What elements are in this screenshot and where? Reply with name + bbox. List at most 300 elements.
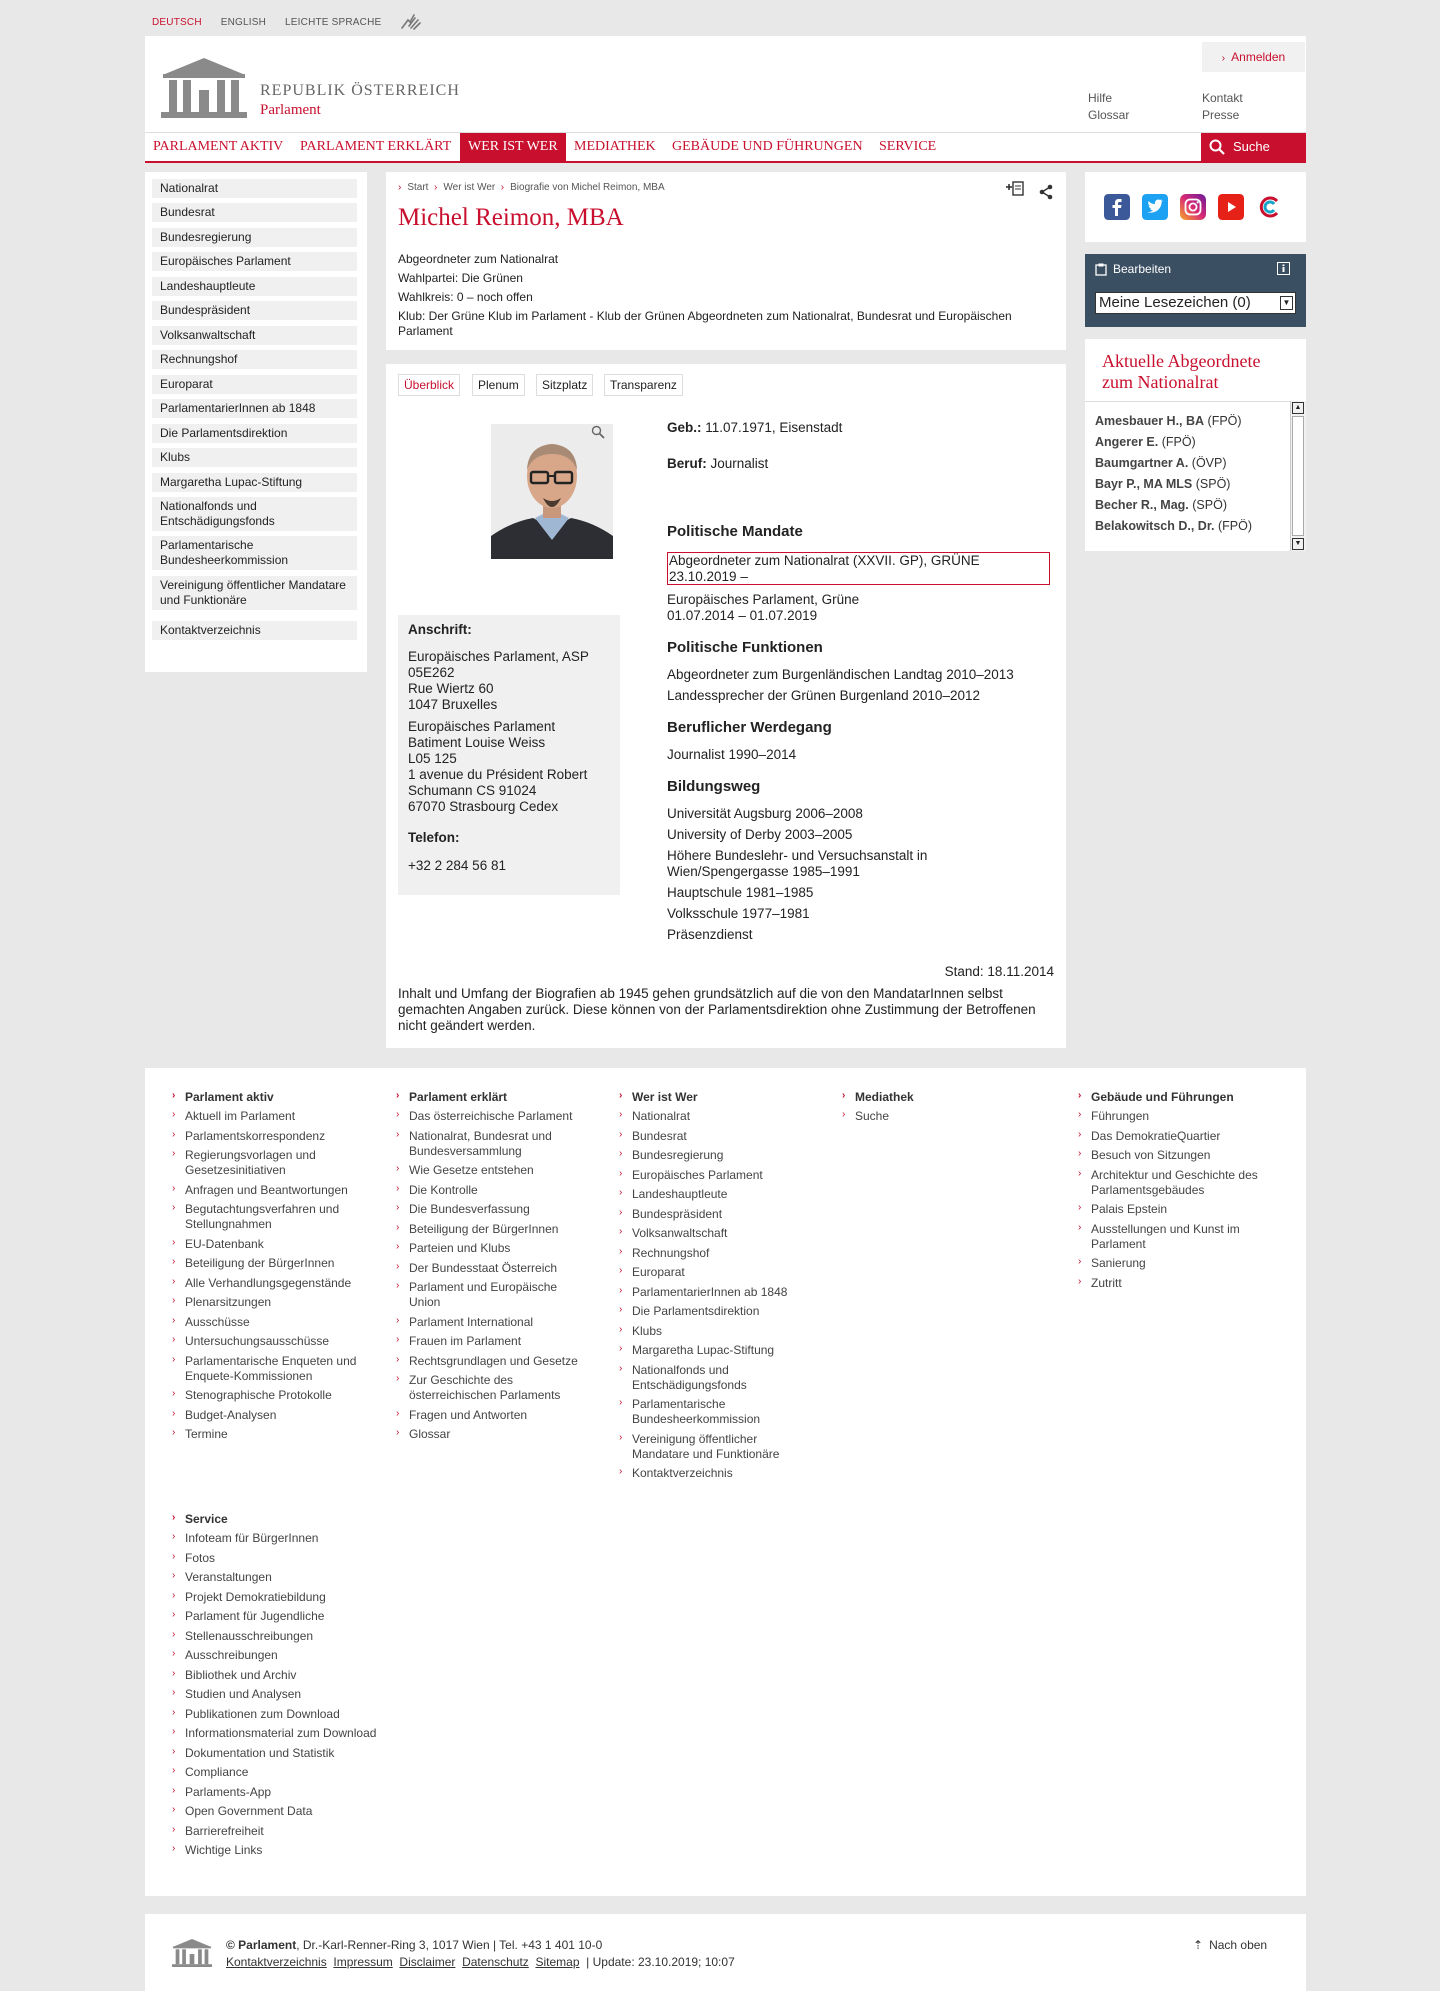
footer-column [172,1512,406,1863]
footer-link-label: Parlamentskorrespondenz [185,1128,326,1143]
login-label: Anmelden [1231,50,1286,64]
footer-link-label: Bibliothek und Archiv [185,1667,297,1682]
footer-column-title-label: Mediathek [855,1090,914,1104]
footer-link-label: Infoteam für BürgerInnen [185,1531,319,1545]
footer-link-sitemap[interactable]: Sitemap [535,1955,580,1969]
chevron-right-icon: › [1078,1256,1082,1267]
current-mps-box [1085,339,1306,551]
mp-name: Becher R., Mag. [1095,498,1189,512]
sidebar-item-rechnungshof[interactable]: Rechnungshof [152,350,357,369]
footer-link[interactable] [396,1183,580,1198]
birth-info [667,420,842,436]
footer-link-label: Bundesregierung [632,1148,724,1162]
footer-link[interactable] [172,1707,406,1722]
footer-link-label: Projekt Demokratiebildung [185,1589,326,1604]
footer-link-label: Barrierefreiheit [185,1823,264,1838]
footer-link-label: Klubs [632,1323,663,1338]
lang-deutsch[interactable]: DEUTSCH [152,16,202,28]
chevron-right-icon: › [396,1202,400,1213]
chevron-right-icon: › [396,1090,400,1101]
chevron-right-icon: › [842,1109,846,1120]
chevron-right-icon: › [172,1314,176,1326]
footer-link-label: ParlamentarierInnen ab 1848 [632,1284,788,1299]
footer-link[interactable] [396,1334,580,1349]
footer-imprint [226,1938,602,1952]
chevron-right-icon: › [172,1256,176,1267]
sidebar-item-nationalfonds[interactable]: Nationalfonds und Entschädigungsfonds [152,497,357,531]
footer-link-label: Studien und Analysen [185,1687,302,1701]
info-icon[interactable] [1277,262,1290,275]
footer-link[interactable] [172,1843,406,1858]
footer-link[interactable] [1078,1222,1272,1252]
chevron-right-icon: › [172,1427,176,1438]
nav-parlament-aktiv[interactable]: PARLAMENT AKTIV [153,139,284,154]
footer-link[interactable] [172,1354,366,1384]
footer-link[interactable] [172,1609,406,1624]
footer-link-label: Wichtige Links [185,1843,263,1857]
footer-link[interactable] [619,1397,803,1427]
footer-link[interactable] [172,1648,406,1663]
footer-link[interactable] [396,1261,580,1276]
footer-link[interactable] [172,1726,406,1741]
sidebar-item-lupac-stiftung[interactable]: Margaretha Lupac-Stiftung [152,473,357,492]
chevron-right-icon: › [172,1236,176,1248]
footer-links [226,1955,735,1969]
footer-link-label: Untersuchungsausschüsse [185,1334,330,1348]
footer-link[interactable] [172,1256,366,1271]
footer-link[interactable] [619,1109,803,1124]
chevron-right-icon: › [172,1295,176,1306]
footer-link[interactable] [396,1408,580,1423]
mp-entry[interactable] [1095,519,1252,533]
chevron-right-icon: › [172,1765,176,1776]
page-title: Michel Reimon, MBA [398,204,624,231]
footer-link[interactable] [1078,1168,1272,1198]
chevron-right-icon: › [172,1823,176,1835]
footer-link[interactable] [172,1237,366,1252]
sidebar-item-kontaktverzeichnis[interactable]: Kontaktverzeichnis [152,621,357,640]
chevron-right-icon: › [172,1667,176,1679]
profession-label: Beruf: [667,456,707,471]
footer-link-label: Budget-Analysen [185,1407,277,1422]
sidebar-item-bundesheerkommission[interactable]: Parlamentarische Bundesheerkommission [152,536,357,570]
breadcrumb-current: Biografie von Michel Reimon, MBA [510,182,665,193]
language-bar [152,14,422,30]
footer-link-label: Zutritt [1091,1275,1122,1290]
footer-link[interactable] [172,1824,406,1839]
footer-link-label: Parlament und Europäische Union [409,1280,558,1309]
chevron-right-icon: › [172,1182,176,1194]
chevron-down-icon[interactable]: ▼ [1280,296,1293,310]
breadcrumb-wer-ist-wer[interactable]: Wer ist Wer [443,182,496,193]
chevron-right-icon: › [619,1265,623,1276]
footer-link-label: Wie Gesetze entstehen [409,1163,534,1177]
footer-link[interactable] [619,1246,803,1261]
address-line: 05E262 [408,665,455,680]
profession-value: Journalist [710,456,769,471]
footer-link-label: Regierungsvorlagen und Gesetzesinitiativen [185,1148,316,1177]
biography-disclaimer: Inhalt und Umfang der Biografien ab 1945 gehen grundsätzlich auf die von den MandatarInnen selbst gemachten Angaben zurück. Diese können von der Parlamentsdirektion ohne Zustimmung der Betroffenen nicht geändert werden. [398,986,1036,1033]
parliament-channel-icon[interactable] [1256,194,1282,220]
footer-link-disclaimer[interactable]: Disclaimer [399,1955,456,1969]
sidebar-item-parlamentsdirektion[interactable]: Die Parlamentsdirektion [152,424,357,443]
nav-service[interactable]: SERVICE [879,139,937,154]
bookmarks-select[interactable] [1095,292,1296,314]
back-to-top-label: Nach oben [1209,1938,1268,1952]
chevron-right-icon: › [1078,1109,1082,1120]
footer-link[interactable] [172,1629,406,1644]
tab-sitzplatz[interactable]: Sitzplatz [536,374,593,396]
press-link[interactable]: Presse [1202,108,1240,122]
logo-title[interactable]: REPUBLIK ÖSTERREICH [260,82,460,99]
mp-entry[interactable] [1095,477,1230,491]
footer-link-label: Parlament für Jugendliche [185,1609,325,1623]
footer-link[interactable] [842,1109,1006,1124]
status-date: Stand: 18.11.2014 [944,964,1054,979]
footer-column-title[interactable] [842,1090,1006,1104]
address-line: Schumann CS 91024 [408,783,537,798]
footer-link[interactable] [396,1241,580,1256]
footer-link[interactable] [396,1202,580,1217]
footer-link-label: Suche [855,1109,890,1123]
chevron-right-icon: › [172,1804,176,1815]
mp-entry[interactable] [1095,435,1196,449]
address-strasbourg [408,719,587,815]
chevron-right-icon: › [619,1128,623,1140]
mp-name: Baumgartner A. [1095,456,1189,470]
chevron-right-icon: › [396,1353,400,1365]
parliament-logo-icon[interactable] [159,56,249,120]
footer-column [396,1090,580,1447]
nav-mediathek[interactable]: MEDIATHEK [574,139,656,154]
lang-leichte-sprache[interactable]: LEICHTE SPRACHE [285,16,382,28]
footer-link[interactable] [619,1207,803,1222]
scroll-thumb[interactable] [1292,416,1304,536]
tab-plenum[interactable]: Plenum [472,374,525,396]
chevron-right-icon: › [619,1431,623,1443]
footer-link[interactable] [619,1226,803,1241]
footer-link-label: Stellenausschreibungen [185,1628,314,1643]
footer-link[interactable] [619,1432,803,1462]
sidebar-item-klubs[interactable]: Klubs [152,448,357,467]
chevron-right-icon: › [619,1109,623,1120]
mp-entry[interactable] [1095,498,1227,512]
chevron-right-icon: › [172,1334,176,1345]
functions-heading: Politische Funktionen [667,639,823,656]
chevron-right-icon: › [1078,1275,1082,1287]
footer-link[interactable] [172,1109,366,1124]
tab-transparenz[interactable]: Transparenz [604,374,683,396]
footer-link-label: Nationalrat, Bundesrat und Bundesversammlung [409,1128,552,1158]
sidebar-item-nationalrat[interactable]: Nationalrat [152,179,357,198]
footer-link[interactable] [172,1590,406,1605]
logo-subtitle[interactable]: Parlament [260,102,321,118]
career-item: Journalist 1990–2014 [667,747,797,762]
footer-link[interactable] [396,1222,580,1237]
chevron-right-icon: › [172,1202,176,1213]
profession-info [667,456,768,472]
clipboard-icon [1095,263,1107,276]
education-heading: Bildungsweg [667,778,761,795]
footer-link[interactable] [1078,1129,1272,1144]
footer-link[interactable] [396,1315,580,1330]
chevron-right-icon: › [396,1128,400,1140]
address-brussels [408,649,589,713]
mandate-period: 01.07.2014 – 01.07.2019 [667,608,818,623]
footer-link[interactable] [172,1531,406,1546]
parliament-logo-small-icon[interactable] [171,1938,213,1968]
login-button[interactable]: › Anmelden [1202,42,1305,72]
share-icon[interactable] [1038,184,1054,200]
footer-column-title[interactable] [619,1090,803,1104]
mandate-current[interactable] [667,552,1050,585]
footer-link-label: Veranstaltungen [185,1570,272,1584]
footer-column-title-label: Parlament erklärt [409,1090,508,1104]
mp-name: Amesbauer H., BA [1095,414,1205,428]
footer-link[interactable] [1078,1202,1272,1217]
footer-link-label: Parlament International [409,1314,534,1329]
footer-link[interactable] [172,1427,366,1442]
footer-link[interactable] [396,1427,580,1442]
footer-link[interactable] [619,1265,803,1280]
footer-link[interactable] [619,1363,803,1393]
footer-link-datenschutz[interactable]: Datenschutz [462,1955,529,1969]
footer-link-label: Bundespräsident [632,1206,723,1221]
chevron-right-icon: › [172,1589,176,1601]
footer-link[interactable] [172,1570,406,1585]
phone-number[interactable]: +32 2 284 56 81 [408,858,506,873]
mps-scrollbar[interactable] [1290,401,1306,551]
footer-link[interactable] [619,1343,803,1358]
sidebar-item-europaeisches-parlament[interactable]: Europäisches Parlament [152,252,357,271]
phone-label: Telefon: [408,830,460,845]
chevron-right-icon: › [619,1284,623,1296]
chevron-right-icon: › [172,1090,176,1101]
chevron-right-icon: › [619,1167,623,1179]
chevron-right-icon: › [619,1343,623,1354]
footer-link[interactable] [619,1285,803,1300]
scroll-down-icon[interactable]: ▼ [1292,538,1304,550]
footer-link[interactable] [172,1388,366,1403]
mandate-previous [667,592,859,624]
footer-link-label: Europarat [632,1265,685,1279]
footer-column-title[interactable] [172,1512,406,1526]
footer-link-label: Open Government Data [185,1804,313,1818]
chevron-right-icon: › [619,1304,623,1315]
footer-link[interactable] [172,1746,406,1761]
zoom-magnifier-icon[interactable] [591,425,605,439]
footer-link[interactable] [172,1129,366,1144]
footer-link-label: Nationalfonds und Entschädigungsfonds [632,1362,747,1392]
address-line: Europäisches Parlament, ASP [408,649,589,664]
footer-column-title[interactable] [172,1090,366,1104]
glossary-link[interactable]: Glossar [1088,108,1130,122]
footer-link-label: Der Bundesstaat Österreich [409,1260,558,1275]
footer-link[interactable] [172,1668,406,1683]
footer-link-label: Das DemokratieQuartier [1091,1128,1221,1143]
bookmarks-select-value: Meine Lesezeichen (0) [1099,294,1251,311]
education-item: Universität Augsburg 2006–2008 [667,806,863,821]
breadcrumb-start[interactable]: Start [407,182,429,193]
footer-link-label: Termine [185,1427,228,1441]
footer-link-label: Volksanwaltschaft [632,1226,728,1240]
chevron-right-icon: › [396,1241,400,1252]
tab-ueberblick[interactable]: Überblick [398,374,460,396]
sidebar-item-bundesrat[interactable]: Bundesrat [152,203,357,222]
help-link[interactable]: Hilfe [1088,91,1113,105]
add-bookmark-icon[interactable] [1006,180,1026,198]
footer-link[interactable] [396,1163,580,1178]
facebook-icon[interactable] [1104,194,1130,220]
footer-link-label: Ausschreibungen [185,1648,278,1662]
footer-link[interactable] [1078,1148,1272,1163]
footer-link[interactable] [1078,1109,1272,1124]
footer-link-kontaktverzeichnis[interactable]: Kontaktverzeichnis [226,1955,327,1969]
chevron-right-icon: › [172,1628,176,1640]
footer-link[interactable] [172,1334,366,1349]
chevron-right-icon: › [396,1334,400,1345]
footer-link[interactable] [396,1373,580,1403]
footer-link[interactable] [172,1183,366,1198]
footer-link[interactable] [172,1551,406,1566]
sidebar-item-landeshauptleute[interactable]: Landeshauptleute [152,277,357,296]
footer-column [619,1090,803,1486]
sidebar-item-bundespraesident[interactable]: Bundespräsident [152,301,357,320]
footer-link[interactable] [396,1129,580,1159]
footer-link-label: Begutachtungsverfahren und Stellungnahmen [185,1202,340,1231]
footer-link[interactable] [172,1765,406,1780]
footer-link[interactable] [619,1129,803,1144]
footer-link[interactable] [172,1276,366,1291]
footer-link[interactable] [396,1280,580,1310]
nav-parlament-erklaert[interactable]: PARLAMENT ERKLÄRT [300,139,452,154]
portrait-image [491,424,613,559]
footer-link-label: Architektur und Geschichte des Parlamentsgebäudes [1091,1167,1258,1197]
mandate-text: Europäisches Parlament, Grüne [667,592,860,607]
footer-link[interactable] [619,1466,803,1481]
chevron-right-icon: › [396,1280,400,1291]
chevron-right-icon: › [1078,1090,1082,1101]
scroll-up-icon[interactable]: ▲ [1292,402,1304,414]
footer-link[interactable] [619,1148,803,1163]
nav-wer-ist-wer[interactable]: WER IST WER [460,133,566,161]
nav-gebaeude-fuehrungen[interactable]: GEBÄUDE UND FÜHRUNGEN [672,139,863,154]
mp-party: (ÖVP) [1191,456,1227,470]
edit-panel [1085,254,1306,327]
footer-link-label: Publikationen zum Download [185,1706,340,1721]
footer-link-label: Kontaktverzeichnis [632,1466,733,1480]
footer-link[interactable] [396,1354,580,1369]
sidebar-item-vereinigung-mandatare[interactable]: Vereinigung öffentlicher Mandatare und Funktionäre [152,576,357,610]
footer-link-label: EU-Datenbank [185,1236,264,1251]
address-line: L05 125 [408,751,457,766]
footer-column-title-label: Service [185,1512,228,1526]
footer-link[interactable] [1078,1276,1272,1291]
chevron-right-icon: › [619,1187,623,1198]
chevron-right-icon: › [1078,1167,1082,1179]
search-button[interactable] [1201,133,1306,161]
chevron-right-icon: › [396,1373,400,1384]
footer-link[interactable] [172,1315,366,1330]
chevron-right-icon: › [842,1090,846,1101]
footer-link[interactable] [172,1785,406,1800]
footer-link-label: Informationsmaterial zum Download [185,1726,377,1740]
education-item: Höhere Bundeslehr- und Versuchsanstalt in Wien/Spengergasse 1985–1991 [667,848,928,879]
footer-column-title[interactable] [1078,1090,1272,1104]
footer-link-impressum[interactable]: Impressum [333,1955,393,1969]
sidebar-item-bundesregierung[interactable]: Bundesregierung [152,228,357,247]
sidebar-item-europarat[interactable]: Europarat [152,375,357,394]
chevron-right-icon: › [172,1570,176,1581]
mp-party: (SPÖ) [1195,477,1231,491]
mp-name: Belakowitsch D., Dr. [1095,519,1215,533]
bottom-bar [145,1914,1306,1991]
education-item: Hauptschule 1981–1985 [667,885,814,900]
footer-column-title[interactable] [396,1090,580,1104]
footer-link-label: Fragen und Antworten [409,1407,528,1422]
footer-link[interactable] [619,1187,803,1202]
chevron-right-icon: › [172,1784,176,1796]
chevron-right-icon: › [619,1323,623,1335]
instagram-icon[interactable] [1180,194,1206,220]
chevron-right-icon: › [619,1090,623,1101]
footer-link[interactable] [172,1295,366,1310]
chevron-right-icon: › [172,1353,176,1365]
portrait-photo[interactable] [491,424,613,559]
footer-link[interactable] [172,1408,366,1423]
mps-list [1085,401,1290,552]
footer-link[interactable] [396,1109,580,1124]
chevron-right-icon: › [396,1109,400,1120]
footer-link[interactable] [172,1804,406,1819]
footer-link[interactable] [172,1202,366,1232]
address-line: Rue Wiertz 60 [408,681,494,696]
function-item: Abgeordneter zum Burgenländischen Landtag 2010–2013 [667,667,1014,682]
biography-card [386,364,1066,1048]
footer-link-label: Parlamentarische Enqueten und Enquete-Kommissionen [185,1353,357,1383]
footer-link-label: Landeshauptleute [632,1187,728,1201]
youtube-icon[interactable] [1218,194,1244,220]
mp-entry[interactable] [1095,456,1227,470]
contact-link[interactable]: Kontakt [1202,91,1243,105]
mp-entry[interactable] [1095,414,1242,428]
footer-link[interactable] [1078,1256,1272,1271]
footer-link[interactable] [619,1324,803,1339]
chevron-right-icon: › [172,1148,176,1159]
current-mps-title-line: Aktuelle Abgeordnete [1102,351,1261,371]
sidebar-item-parlamentarierinnen[interactable]: ParlamentarierInnen ab 1848 [152,399,357,418]
footer-link-label: Rechnungshof [632,1245,710,1260]
back-to-top-link[interactable] [1193,1938,1267,1952]
footer-link[interactable] [619,1168,803,1183]
twitter-icon[interactable] [1142,194,1168,220]
mandate-period: 23.10.2019 – [669,569,748,584]
footer-link-label: Parlaments-App [185,1784,272,1799]
footer-link[interactable] [172,1687,406,1702]
lang-english[interactable]: ENGLISH [220,16,267,28]
chevron-right-icon: › [396,1163,400,1174]
education-item: University of Derby 2003–2005 [667,827,853,842]
footer-link[interactable] [172,1148,366,1178]
footer-link-label: Dokumentation und Statistik [185,1745,335,1760]
sign-language-hand-icon[interactable] [400,14,422,30]
sidebar-item-volksanwaltschaft[interactable]: Volksanwaltschaft [152,326,357,345]
chevron-right-icon: › [396,1260,400,1272]
chevron-right-icon: › [1078,1148,1082,1159]
footer-link-label: Das österreichische Parlament [409,1109,573,1123]
address-line: 67070 Strasbourg Cedex [408,799,559,814]
footer-link[interactable] [619,1304,803,1319]
